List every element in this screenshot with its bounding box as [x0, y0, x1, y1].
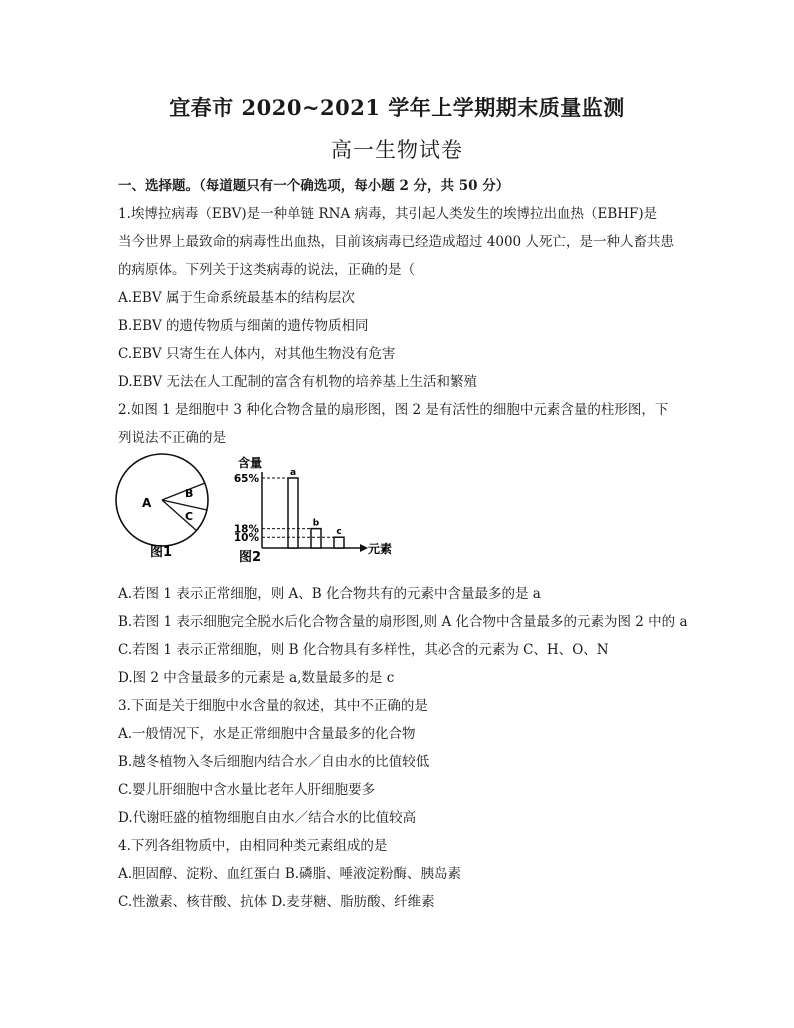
q3-option-d: D.代谢旺盛的植物细胞自由水／结合水的比值较高 — [118, 810, 417, 826]
fig1-caption: 图1 — [150, 545, 173, 560]
q1-option-a: A.EBV 属于生命系统最基本的结构层次 — [118, 290, 355, 306]
pie-divider — [162, 483, 205, 500]
bar-label-b: b — [312, 518, 320, 529]
y-tick-label: 18% — [233, 523, 259, 536]
exam-title: 宜春市 2020~2021 学年上学期期末质量监测 — [169, 95, 625, 120]
y-axis-label: 含量 — [238, 456, 263, 470]
fig2-caption: 图2 — [239, 550, 262, 564]
q4-option-ab: A.胆固醇、淀粉、血红蛋白 B.磷脂、唾液淀粉酶、胰岛素 — [118, 866, 462, 882]
q2-option-c: C.若图 1 表示正常细胞，则 B 化合物具有多样性，其必含的元素为 C、H、O、N — [118, 642, 609, 658]
q1-stem-line: 当今世界上最致命的病毒性出血热，目前该病毒已经造成超过 4000 人死亡，是一种人畜共患 — [118, 234, 674, 250]
pie-label-b: B — [185, 487, 194, 500]
q2-option-d: D.图 2 中含量最多的元素是 a,数量最多的是 c — [118, 670, 395, 686]
q3-option-c: C.婴儿肝细胞中含水量比老年人肝细胞要多 — [118, 782, 376, 798]
x-axis-arrow — [360, 544, 368, 552]
q4-stem: 4.下列各组物质中，由相同种类元素组成的是 — [118, 838, 388, 854]
pie-chart — [116, 454, 208, 560]
y-tick-label: 65% — [233, 473, 259, 485]
q3-option-b: B.越冬植物入冬后细胞内结合水／自由水的比值较低 — [118, 754, 430, 770]
pie-label-a: A — [142, 496, 152, 510]
q2-stem-line: 列说法不正确的是 — [118, 430, 226, 446]
q3-option-a: A.一般情况下，水是正常细胞中含量最多的化合物 — [118, 726, 416, 742]
q1-stem-line: 1.埃博拉病毒（EBV)是一种单链 RNA 病毒，其引起人类发生的埃博拉出血热（EBHF)是 — [118, 206, 658, 222]
bar-chart — [234, 455, 392, 564]
q1-option-d: D.EBV 无法在人工配制的富含有机物的培养基上生活和繁殖 — [118, 374, 477, 390]
q3-stem: 3.下面是关于细胞中水含量的叙述，其中不正确的是 — [118, 698, 428, 714]
q2-figure — [112, 452, 412, 564]
bar-b — [311, 529, 321, 548]
x-axis-label: 元素 — [368, 542, 393, 556]
q2-option-b: B.若图 1 表示细胞完全脱水后化合物含量的扇形图,则 A 化合物中含量最多的元素为图 2 中的 a — [118, 614, 688, 630]
bar-label-c: c — [336, 527, 342, 538]
section-heading: 一、选择题。（每道题只有一个确选项，每小题 2 分，共 50 分） — [118, 178, 510, 194]
q2-option-a: A.若图 1 表示正常细胞，则 A、B 化合物共有的元素中含量最多的是 a — [118, 586, 541, 602]
bar-c — [334, 537, 344, 548]
pie-label-c: C — [185, 510, 194, 523]
q1-option-b: B.EBV 的遗传物质与细菌的遗传物质相同 — [118, 318, 369, 334]
q2-stem-line: 2.如图 1 是细胞中 3 种化合物含量的扇形图，图 2 是有活性的细胞中元素含量的柱形图，下 — [118, 402, 669, 418]
q4-option-cd: C.性激素、核苷酸、抗体 D.麦芽糖、脂肪酸、纤维素 — [118, 894, 435, 910]
q1-option-c: C.EBV 只寄生在人体内，对其他生物没有危害 — [118, 346, 396, 362]
q1-stem-line: 的病原体。下列关于这类病毒的说法，正确的是（ — [118, 262, 415, 278]
pie-divider — [162, 500, 207, 510]
bar-label-a: a — [289, 468, 297, 478]
exam-subtitle: 高一生物试卷 — [331, 138, 463, 162]
y-tick-label: 10% — [233, 532, 259, 545]
